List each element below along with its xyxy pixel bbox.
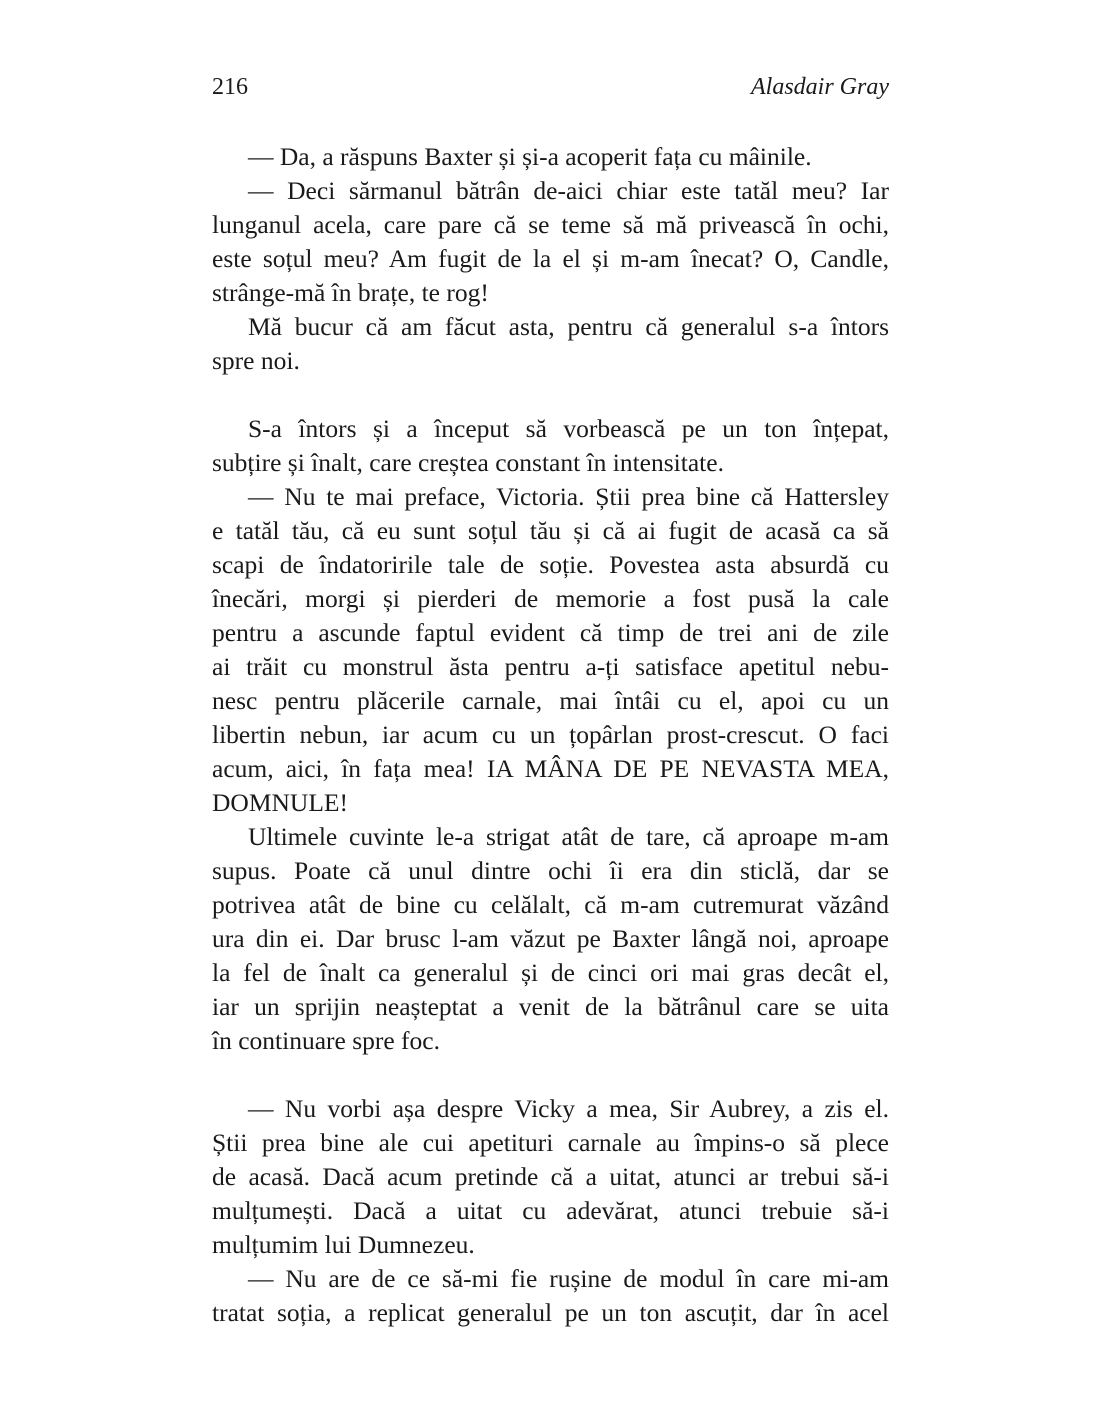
text-line: S-a întors și a început să vorbească pe un ton înțepat, xyxy=(248,414,889,443)
text-line: ura din ei. Dar brusc l-am văzut pe Baxter lângă noi, aproape xyxy=(212,924,889,953)
text-line: este soțul meu? Am fugit de la el și m-am înecat? O, Candle, xyxy=(212,244,889,273)
text-line: de acasă. Dacă acum pretinde că a uitat, atunci ar trebui să-i xyxy=(212,1162,889,1191)
text-line: libertin nebun, iar acum cu un țopârlan prost-crescut. O faci xyxy=(212,720,889,749)
text-line: e tatăl tău, că eu sunt soțul tău și că ai fugit de acasă ca să xyxy=(212,516,889,545)
text-line: scapi de îndatoririle tale de soție. Povestea asta absurdă cu xyxy=(212,550,889,579)
text-line: Mă bucur că am făcut asta, pentru că generalul s-a întors xyxy=(248,312,889,341)
text-line: potrivea atât de bine cu celălalt, că m-am cutremurat văzând xyxy=(212,890,889,919)
text-line: Știi prea bine ale cui apetituri carnale au împins-o să plece xyxy=(212,1128,889,1157)
text-line: — Deci sărmanul bătrân de-aici chiar este tatăl meu? Iar xyxy=(248,176,889,205)
author-name: Alasdair Gray xyxy=(751,74,889,100)
text-line: iar un sprijin neașteptat a venit de la bătrânul care se uita xyxy=(212,992,889,1021)
section-break xyxy=(212,378,889,412)
text-line: acum, aici, în fața mea! IA MÂNA DE PE NEVASTA MEA, xyxy=(212,754,889,783)
text-line: subțire și înalt, care creștea constant în intensitate. xyxy=(212,448,724,477)
text-line: — Nu te mai preface, Victoria. Știi prea bine că Hattersley xyxy=(248,482,889,511)
text-line: la fel de înalt ca generalul și de cinci ori mai gras decât el, xyxy=(212,958,889,987)
text-line: — Nu are de ce să-mi fie rușine de modul în care mi-am xyxy=(248,1264,889,1293)
text-line: Ultimele cuvinte le-a strigat atât de tare, că aproape m-am xyxy=(248,822,889,851)
page-number: 216 xyxy=(212,74,248,100)
text-line: — Da, a răspuns Baxter și și-a acoperit fața cu mâinile. xyxy=(248,142,812,171)
text-line: tratat soția, a replicat generalul pe un ton ascuțit, dar în acel xyxy=(212,1298,889,1327)
text-line: nesc pentru plăcerile carnale, mai întâi cu el, apoi cu un xyxy=(212,686,889,715)
text-line: supus. Poate că unul dintre ochi îi era din sticlă, dar se xyxy=(212,856,889,885)
text-line: spre noi. xyxy=(212,346,300,375)
text-line: mulțumim lui Dumnezeu. xyxy=(212,1230,475,1259)
text-line: în continuare spre foc. xyxy=(212,1026,440,1055)
text-line: — Nu vorbi așa despre Vicky a mea, Sir Aubrey, a zis el. xyxy=(248,1094,889,1123)
text-line: DOMNULE! xyxy=(212,788,348,817)
section-break xyxy=(212,1058,889,1092)
text-line: strânge-mă în brațe, te rog! xyxy=(212,278,489,307)
text-line: înecări, morgi și pierderi de memorie a fost pusă la cale xyxy=(212,584,889,613)
text-line: pentru a ascunde faptul evident că timp de trei ani de zile xyxy=(212,618,889,647)
body-text xyxy=(212,140,889,1330)
text-line: mulțumești. Dacă a uitat cu adevărat, atunci trebuie să-i xyxy=(212,1196,889,1225)
text-line: lunganul acela, care pare că se teme să mă privească în ochi, xyxy=(212,210,889,239)
text-line: ai trăit cu monstrul ăsta pentru a-ți satisface apetitul nebu- xyxy=(212,652,889,681)
running-head xyxy=(212,74,889,108)
